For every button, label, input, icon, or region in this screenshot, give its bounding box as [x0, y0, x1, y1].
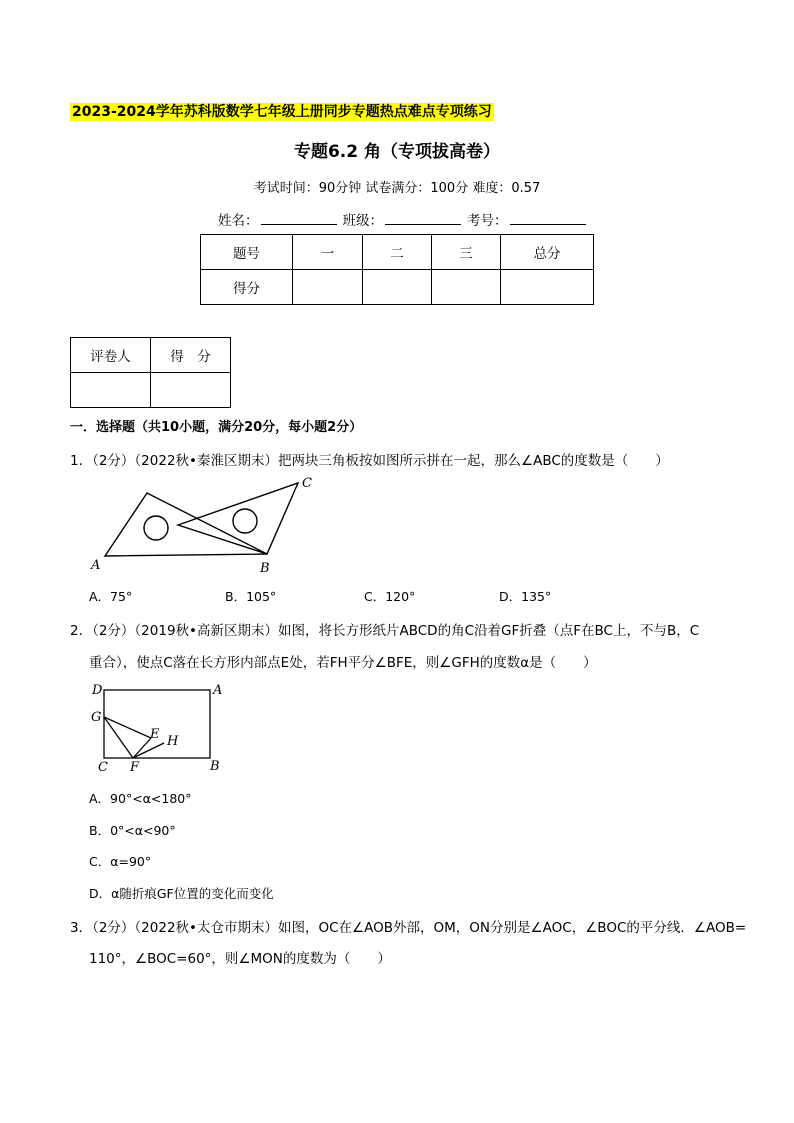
q1-option-c[interactable]: C．120°: [364, 589, 416, 604]
q1-option-a[interactable]: A．75°: [89, 589, 133, 604]
label-h: H: [167, 734, 179, 749]
score-table: [200, 234, 594, 305]
label-c: C: [98, 760, 108, 775]
label-b: B: [210, 759, 220, 774]
q2-option-d[interactable]: D．α随折痕GF位置的变化而变化: [89, 886, 274, 901]
label-f: F: [130, 760, 140, 775]
score-header-cell: 题号: [201, 235, 293, 270]
score-cell[interactable]: [501, 270, 594, 305]
section-heading: 一．选择题（共10小题，满分20分，每小题2分）: [70, 420, 363, 435]
student-info-fields: [218, 209, 592, 229]
number-blank[interactable]: [510, 211, 586, 225]
question-1-text: 1．（2分）（2022秋•秦淮区期末）把两块三角板按如图所示拼在一起，那么∠ABC的度数是（ ）: [70, 453, 669, 469]
q1-option-d[interactable]: D．135°: [499, 589, 552, 604]
class-label: 班级：: [342, 213, 383, 229]
q2-figure: [86, 680, 236, 778]
name-blank[interactable]: [261, 211, 337, 225]
score-cell[interactable]: [432, 270, 501, 305]
q1-figure: [85, 472, 325, 577]
grader-cell[interactable]: [71, 373, 151, 408]
q2-option-c[interactable]: C．α=90°: [89, 854, 152, 869]
question-3-line1: 3．（2分）（2022秋•太仓市期末）如图，OC在∠AOB外部，OM，ON分别是∠AOC，∠BOC的平分线．∠AOB=: [70, 920, 747, 936]
triangle-ruler-2: [178, 483, 298, 554]
exam-info: 考试时间：90分钟 试卷满分：100分 难度：0.57: [253, 181, 541, 196]
segment-fe: [133, 738, 151, 758]
label-d: D: [92, 683, 103, 698]
ray-fh: [133, 743, 164, 758]
number-label: 考号：: [467, 213, 508, 229]
score-cell[interactable]: [363, 270, 432, 305]
page-title: 专题6.2 角（专项拔高卷）: [293, 142, 501, 162]
question-3-line2: 110°，∠BOC=60°，则∠MON的度数为（ ）: [89, 951, 391, 967]
q2-option-a[interactable]: A．90°<α<180°: [89, 791, 192, 806]
score-header-cell: 总分: [501, 235, 594, 270]
q2-option-b[interactable]: B．0°<α<90°: [89, 823, 176, 838]
grader-score-header: 得 分: [151, 338, 231, 373]
document-banner: 2023-2024学年苏科版数学七年级上册同步专题热点难点专项练习: [72, 104, 492, 120]
label-g: G: [91, 710, 102, 725]
question-2-line1: 2．（2分）（2019秋•高新区期末）如图，将长方形纸片ABCD的角C沿着GF折叠（点F在BC上，不与B，C: [70, 623, 700, 639]
score-row-label: 得分: [201, 270, 293, 305]
label-a: A: [213, 683, 223, 698]
grader-header: 评卷人: [71, 338, 151, 373]
grader-score-cell[interactable]: [151, 373, 231, 408]
q1-option-b[interactable]: B．105°: [225, 589, 277, 604]
class-blank[interactable]: [385, 211, 461, 225]
label-c: C: [302, 476, 312, 491]
ruler-hole-2: [233, 509, 257, 533]
label-a: A: [91, 558, 101, 573]
label-b: B: [260, 561, 270, 576]
name-label: 姓名：: [218, 213, 259, 229]
score-cell[interactable]: [293, 270, 363, 305]
score-header-cell: 一: [293, 235, 363, 270]
grader-table: [70, 337, 231, 408]
score-header-cell: 二: [363, 235, 432, 270]
label-e: E: [150, 727, 160, 742]
question-2-line2: 重合），使点C落在长方形内部点E处，若FH平分∠BFE，则∠GFH的度数α是（ ）: [89, 655, 597, 671]
ruler-hole-1: [144, 516, 168, 540]
score-header-cell: 三: [432, 235, 501, 270]
